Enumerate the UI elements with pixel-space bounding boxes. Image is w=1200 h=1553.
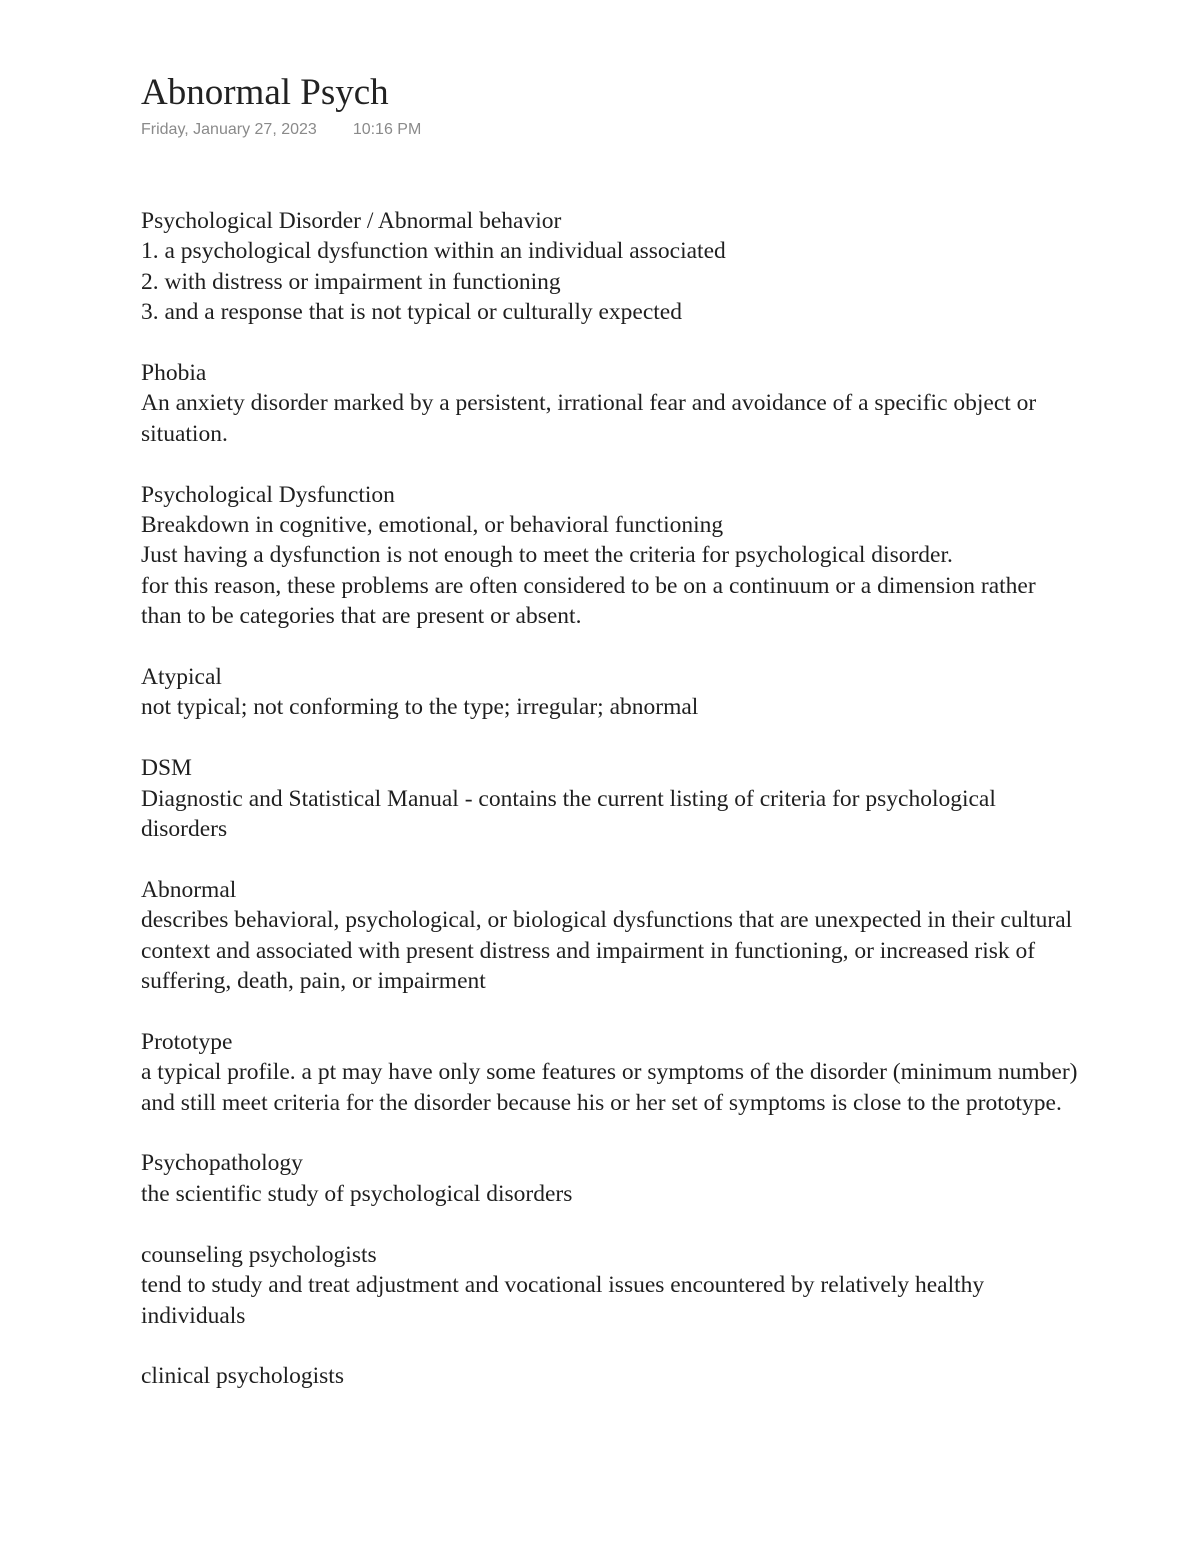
- section-phobia: [141, 358, 1081, 449]
- section-line: 3. and a response that is not typical or culturally expected: [141, 299, 682, 326]
- section-line: a typical profile. a pt may have only some features or symptoms of the disorder (minimum number) and still meet criteria for the disorder because his or her set of symptoms is close to the prototype.: [141, 1059, 1078, 1116]
- section-heading: DSM: [141, 755, 192, 782]
- section-psychopathology: [141, 1148, 1081, 1209]
- note-date: Friday, January 27, 2023: [141, 121, 317, 138]
- section-heading: Prototype: [141, 1028, 233, 1055]
- section-heading: Atypical: [141, 664, 222, 691]
- section-abnormal: [141, 875, 1081, 997]
- section-atypical: [141, 662, 1081, 723]
- note-timestamp: [141, 120, 1081, 140]
- section-heading: Psychological Dysfunction: [141, 481, 395, 508]
- section-line: the scientific study of psychological disorders: [141, 1180, 573, 1207]
- section-line: 1. a psychological dysfunction within an individual associated: [141, 238, 726, 265]
- section-disorder: [141, 206, 1081, 328]
- section-heading: clinical psychologists: [141, 1363, 344, 1390]
- section-prototype: [141, 1027, 1081, 1118]
- section-line: describes behavioral, psychological, or biological dysfunctions that are unexpected in their cultural context and associated with present distress and impairment in functioning, or increased risk of suffering, death, pain, or impairment: [141, 907, 1073, 995]
- note-page: [141, 70, 1081, 1422]
- section-line: Just having a dysfunction is not enough to meet the criteria for psychological disorder.: [141, 542, 953, 569]
- section-line: tend to study and treat adjustment and vocational issues encountered by relatively healthy individuals: [141, 1272, 985, 1329]
- section-heading: Psychopathology: [141, 1150, 303, 1177]
- section-line: Diagnostic and Statistical Manual - contains the current listing of criteria for psychological disorders: [141, 785, 996, 843]
- section-clinical: [141, 1361, 1081, 1391]
- section-heading: Phobia: [141, 360, 207, 387]
- section-line: An anxiety disorder marked by a persistent, irrational fear and avoidance of a specific object or situation.: [141, 390, 1037, 447]
- section-line: 2. with distress or impairment in functioning: [141, 268, 561, 295]
- section-heading: counseling psychologists: [141, 1241, 377, 1268]
- note-title: Abnormal Psych: [141, 72, 389, 113]
- note-time: 10:16 PM: [352, 121, 422, 138]
- section-dysfunction: [141, 480, 1081, 632]
- section-line: Breakdown in cognitive, emotional, or behavioral functioning: [141, 512, 724, 539]
- section-line: not typical; not conforming to the type; irregular; abnormal: [141, 694, 699, 721]
- section-counseling: [141, 1240, 1081, 1331]
- note-body: [141, 206, 1081, 1392]
- section-dsm: [141, 753, 1081, 844]
- section-heading: Abnormal: [141, 876, 237, 903]
- section-line: for this reason, these problems are often considered to be on a continuum or a dimension rather than to be categories that are present or absent.: [141, 572, 1036, 630]
- section-heading: Psychological Disorder / Abnormal behavior: [141, 208, 562, 234]
